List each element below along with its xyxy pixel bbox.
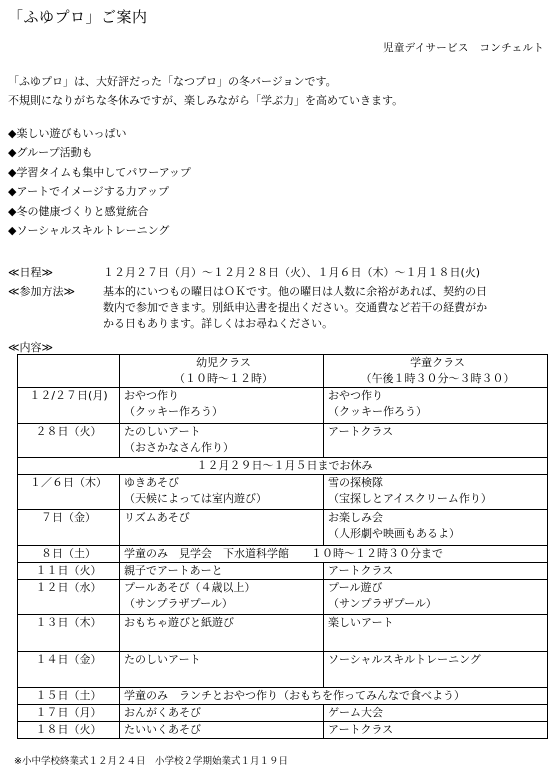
special-event-cell-text: 学童のみ ランチとおやつ作り（おもちを作ってみんなで食べよう）: [124, 689, 465, 702]
school-class-time: （午後１時３０分～３時３０）: [360, 372, 515, 385]
method-line: かる日もあります。詳しくはお尋ねください。: [103, 317, 334, 330]
table-row: [18, 510, 548, 546]
feature-item: ◆アートでイメージする力アップ: [8, 185, 170, 199]
school-activity-cell: [324, 510, 548, 546]
date-cell-text: １７日（月）: [35, 706, 102, 719]
infant-activity-cell-text: おやつ作り: [124, 389, 179, 402]
school-activity-cell-text: ソーシャルスキルトレーニング: [328, 653, 481, 666]
schedule-table-body: [18, 355, 548, 739]
school-activity-cell-text: アートクラス: [328, 425, 394, 438]
date-cell-text: １３日（木）: [35, 616, 102, 629]
method-line: 数内で参加できます。別紙申込書を提出ください。交通費など若干の経費がか: [103, 301, 488, 314]
school-activity-cell-text: おやつ作り: [328, 389, 383, 402]
infant-activity-cell-text: ゆきあそび: [124, 476, 179, 489]
table-row: [18, 546, 548, 563]
date-cell-text: ８日（土）: [41, 547, 96, 560]
school-activity-cell-text: アートクラス: [328, 723, 394, 736]
school-activity-cell-text: ゲーム大会: [328, 706, 383, 719]
date-cell-text: １８日（火）: [35, 723, 102, 736]
school-activity-cell-text: お楽しみ会: [328, 511, 383, 524]
table-row: [18, 652, 548, 688]
infant-activity-cell-text: プールあそび（４歳以上）: [124, 581, 256, 594]
table-row: [18, 388, 548, 424]
schedule-value: １２月２７日（月）～１２月２８日（火）、１月６日（木）～１月１８日(火): [103, 266, 481, 279]
infant-activity-cell: [120, 510, 324, 546]
infant-activity-cell: [120, 705, 324, 722]
date-cell: [18, 688, 120, 705]
infant-activity-cell: [120, 722, 324, 739]
school-activity-cell-text: アートクラス: [328, 564, 394, 577]
date-cell: [18, 615, 120, 652]
intro-line: 「ふゆプロ」は、大好評だった「なつプロ」の冬バージョンです。: [8, 75, 337, 88]
feature-item: ◆楽しい遊びもいっぱい: [8, 127, 127, 140]
date-cell-text: １／６日（木）: [30, 476, 107, 489]
school-activity-cell-text: 雪の探検隊: [328, 476, 383, 489]
intro-line: 不規則になりがちな冬休みですが、楽しみながら「学ぶ力」を高めていきます。: [8, 94, 404, 107]
date-cell: [18, 424, 120, 458]
table-row: [18, 563, 548, 580]
date-cell-text: １２/２７日(月): [29, 389, 108, 402]
info-section: [8, 265, 552, 332]
infant-activity-cell-text: （サンプラザプール）: [124, 597, 233, 610]
feature-list: [8, 124, 191, 240]
table-header-row: [18, 355, 548, 388]
school-activity-cell-text: （人形劇や映画もあるよ）: [328, 527, 460, 540]
infant-activity-cell-text: （クッキー作ろう）: [124, 405, 223, 418]
table-row: [18, 458, 548, 475]
special-event-cell: [120, 688, 548, 705]
infant-activity-cell: [120, 475, 324, 510]
date-cell-text: ２８日（火）: [35, 425, 102, 438]
infant-class-title: 幼児クラス: [196, 356, 251, 369]
table-row: [18, 688, 548, 705]
school-activity-cell: [324, 388, 548, 424]
infant-activity-cell-text: （天候によっては室内遊び）: [124, 492, 267, 505]
infant-activity-cell: [120, 580, 324, 615]
intro-text: [8, 72, 403, 110]
school-activity-cell: [324, 580, 548, 615]
table-row: [18, 722, 548, 739]
school-activity-cell: [324, 424, 548, 458]
infant-activity-cell-text: おもちゃ遊びと紙遊び: [124, 616, 234, 629]
table-row: [18, 580, 548, 615]
school-activity-cell-text: 楽しいアート: [328, 616, 394, 629]
infant-activity-cell: [120, 563, 324, 580]
school-activity-cell-text: （宝探しとアイスクリーム作り）: [328, 492, 492, 505]
school-activity-cell-text: （サンプラザプール）: [328, 597, 437, 610]
method-value: [103, 284, 552, 332]
school-activity-cell: [324, 563, 548, 580]
holiday-notice-cell: [18, 458, 548, 475]
school-activity-cell: [324, 615, 548, 652]
feature-item: ◆ソーシャルスキルトレーニング: [8, 224, 170, 238]
school-activity-cell: [324, 722, 548, 739]
date-cell-text: １１日（火）: [35, 564, 102, 577]
school-activity-cell: [324, 475, 548, 510]
date-cell: [18, 722, 120, 739]
method-line: 基本的にいつもの曜日はＯＫです。他の曜日は人数に余裕があれば、契約の日: [103, 285, 488, 298]
school-activity-cell: [324, 705, 548, 722]
content-label: ≪内容≫: [8, 341, 54, 354]
date-cell: [18, 705, 120, 722]
school-activity-cell: [324, 652, 548, 688]
table-row: [18, 475, 548, 510]
infant-activity-cell-text: おんがくあそび: [124, 706, 201, 719]
method-row: [8, 284, 552, 332]
schedule-table: [17, 354, 548, 739]
date-cell: [18, 546, 120, 563]
organization-name: 児童デイサービス コンチェルト: [383, 42, 544, 54]
infant-activity-cell: [120, 388, 324, 424]
date-cell: [18, 652, 120, 688]
special-event-cell: [120, 546, 548, 563]
holiday-notice-cell-text: １２月２９日～１月５日までお休み: [196, 459, 373, 472]
date-cell-text: １５日（土）: [35, 689, 102, 702]
feature-item: ◆冬の健康づくりと感覚統合: [8, 204, 149, 218]
infant-activity-cell: [120, 615, 324, 652]
school-activity-cell-text: プール遊び: [328, 581, 383, 594]
feature-item: ◆学習タイムも集中してパワーアップ: [8, 165, 191, 179]
infant-activity-cell-text: （おさかなさん作り）: [124, 441, 234, 454]
infant-activity-cell-text: たのしいアート: [124, 425, 201, 438]
infant-activity-cell: [120, 424, 324, 458]
table-row: [18, 615, 548, 652]
date-cell-text: １２日（水）: [35, 581, 102, 594]
infant-activity-cell-text: たのしいアート: [124, 653, 201, 666]
footnote: ※小中学校終業式１２月２４日 小学校２学期始業式１月１９日: [14, 756, 288, 767]
date-cell: [18, 563, 120, 580]
infant-activity-cell-text: リズムあそび: [124, 511, 190, 524]
infant-activity-cell-text: 親子でアートあーと: [124, 564, 223, 577]
schedule-label: ≪日程≫: [8, 266, 54, 279]
schedule-row: [8, 265, 552, 281]
infant-activity-cell-text: たいいくあそび: [124, 723, 201, 736]
feature-item: ◆グループ活動も: [8, 146, 93, 160]
date-cell: [18, 580, 120, 615]
method-label: ≪参加方法≫: [8, 285, 76, 298]
date-cell-text: １４日（金）: [35, 653, 102, 666]
header-school-class: [324, 355, 548, 388]
header-date-cell: [18, 355, 120, 388]
page-title: 「ふゆプロ」ご案内: [8, 8, 148, 26]
table-row: [18, 705, 548, 722]
infant-activity-cell: [120, 652, 324, 688]
date-cell: [18, 388, 120, 424]
date-cell: [18, 475, 120, 510]
date-cell: [18, 510, 120, 546]
date-cell-text: ７日（金）: [41, 511, 96, 524]
special-event-cell-text: 学童のみ 見学会 下水道科学館 １０時～１２時３０分まで: [124, 547, 443, 560]
table-row: [18, 424, 548, 458]
header-infant-class: [120, 355, 324, 388]
school-class-title: 学童クラス: [410, 356, 465, 369]
school-activity-cell-text: （クッキー作ろう）: [328, 405, 427, 418]
infant-class-time: （１０時～１２時）: [174, 372, 273, 385]
